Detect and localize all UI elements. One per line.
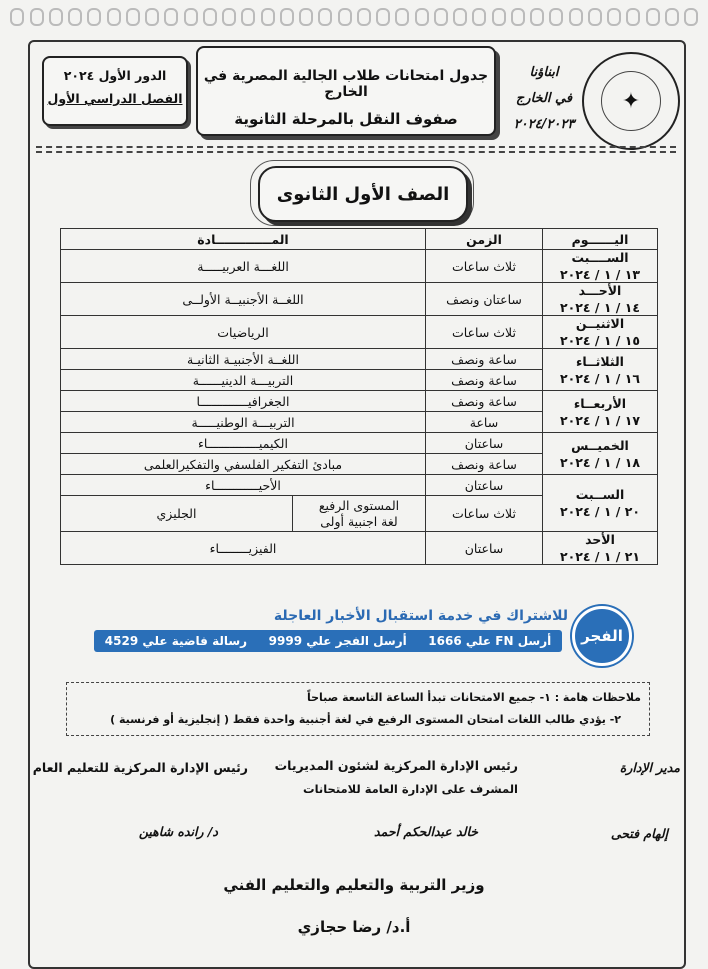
table-row: [61, 283, 658, 316]
table-row: [61, 316, 658, 349]
time-cell: ساعة: [426, 412, 543, 433]
abroad-line1: ابناؤنا: [529, 65, 559, 80]
binder-holes: [0, 0, 708, 34]
divider: [36, 146, 676, 148]
schedule-table: [60, 228, 658, 565]
title-line1: جدول امتحانات طلاب الجالية المصرية في الخارج: [203, 68, 489, 100]
day-cell: [543, 391, 658, 433]
day-name: الســــبت: [571, 250, 629, 265]
day-date: ١٧ / ١ / ٢٠٢٤: [560, 412, 640, 428]
director-title: مدير الإدارة: [619, 760, 680, 775]
day-date: ١٣ / ١ / ٢٠٢٤: [560, 267, 640, 282]
notes-box: [66, 682, 650, 736]
divider: [36, 151, 676, 153]
time-cell: ساعة ونصف: [426, 349, 543, 370]
time-cell: ساعتان: [426, 433, 543, 454]
minister-title: وزير التربية والتعليم والتعليم الفني: [223, 876, 485, 894]
table-row: [61, 349, 658, 370]
day-name: الثلاثــاء: [576, 353, 624, 369]
header-day: اليــــــوم: [543, 229, 658, 250]
regional-title: رئيس الإدارة المركزية لشئون المديريات: [274, 758, 518, 773]
note-line-1: ملاحظات هامة : ١- جميع الامتحانات تبدأ الساعة التاسعة صباحاً: [306, 691, 641, 704]
time-cell: ساعة ونصف: [426, 454, 543, 475]
table-row: [61, 475, 658, 496]
subject-cell: الفيزيــــــــاء: [61, 532, 426, 565]
sms-option-2: أرسل الفجر علي 9999: [268, 634, 407, 648]
day-name: الاثنيــن: [575, 316, 625, 331]
sms-option-1: أرسل FN علي 1666: [428, 634, 552, 648]
time-cell: ساعة ونصف: [426, 391, 543, 412]
subject-cell: الرياضيات: [61, 316, 426, 349]
table-row: [61, 433, 658, 454]
day-date: ٢٠ / ١ / ٢٠٢٤: [560, 504, 640, 519]
time-cell: ساعتان ونصف: [426, 283, 543, 316]
general-name: د/ رانده شاهين: [138, 824, 218, 839]
time-cell: ثلاث ساعات: [426, 316, 543, 349]
day-date: ١٥ / ١ / ٢٠٢٤: [560, 333, 640, 348]
level-cell: [293, 496, 426, 532]
day-date: ٢١ / ١ / ٢٠٢٤: [560, 549, 640, 564]
news-logo: الفجر: [572, 606, 632, 666]
news-subscription-banner[interactable]: [88, 600, 640, 660]
day-name: الأحد: [585, 532, 615, 547]
note-line-2: ٢- يؤدي طالب اللغات امتحان المستوى الرفيع في لغة أجنبية واحدة فقط ( إنجليزية أو فرنسية ): [110, 713, 621, 726]
general-title: رئيس الإدارة المركزية للتعليم العام: [32, 760, 248, 775]
subject-cell: التربيـــة الدينيــــــة: [61, 370, 426, 391]
day-name: الأحـــد: [578, 283, 622, 298]
time-cell: ساعة ونصف: [426, 370, 543, 391]
term-box: [42, 56, 188, 126]
level-line1: المستوى الرفيع: [318, 497, 400, 513]
day-cell: [543, 433, 658, 475]
day-date: ١٦ / ١ / ٢٠٢٤: [560, 370, 640, 386]
ministry-seal-icon: ✦: [582, 52, 680, 150]
table-row: [61, 391, 658, 412]
regional-subtitle: المشرف على الإدارة العامة للامتحانات: [303, 782, 518, 796]
subject-cell: اللغــة الأجنبيــة الأولــى: [61, 283, 426, 316]
header-time: الزمن: [426, 229, 543, 250]
subject-cell: التربيـــة الوطنيـــــة: [61, 412, 426, 433]
day-date: ١٨ / ١ / ٢٠٢٤: [560, 454, 640, 470]
day-cell: [543, 349, 658, 391]
subject-cell: الكيميــــــــــــــاء: [61, 433, 426, 454]
table-row: [61, 250, 658, 283]
sms-option-3: رسالة فاضية علي 4529: [104, 634, 248, 648]
subject-cell: اللغــة الأجنبيـة الثانيـة: [61, 349, 426, 370]
time-cell: ثلاث ساعات: [426, 250, 543, 283]
subject-cell: مبادئ التفكير الفلسفي والتفكيرالعلمى: [61, 454, 426, 475]
subject-cell: الجليزي: [61, 496, 293, 532]
day-cell: [543, 475, 658, 532]
regional-name: خالد عبدالحكم أحمد: [374, 824, 478, 839]
table-header: [61, 229, 658, 250]
grade-title: الصف الأول الثانوى: [258, 166, 468, 222]
subject-cell: الأحيــــــــــــاء: [61, 475, 426, 496]
header-subject: المـــــــــــــادة: [61, 229, 426, 250]
director-name: إلهام فتحى: [610, 826, 668, 841]
subject-cell: الجغرافيـــــــــــــا: [61, 391, 426, 412]
day-cell: [543, 283, 658, 316]
time-cell: ساعتان: [426, 532, 543, 565]
day-cell: [543, 532, 658, 565]
term-line1: الدور الأول ٢٠٢٤: [63, 68, 167, 83]
banner-headline: للاشتراك في خدمة استقبال الأخبار العاجلة: [273, 608, 568, 624]
level-line2: لغة اجنبية أولى: [320, 513, 398, 529]
subject-cell: اللغـــة العربيـــــة: [61, 250, 426, 283]
time-cell: ساعتان: [426, 475, 543, 496]
day-name: الســبت: [575, 487, 625, 502]
day-name: الأربعــاء: [573, 395, 627, 411]
day-cell: [543, 316, 658, 349]
term-line2: الفصل الدراسي الأول: [47, 91, 183, 106]
academic-year: ٢٠٢٤/٢٠٢٣: [513, 117, 575, 132]
sms-bar: [94, 630, 562, 652]
abroad-label: [508, 60, 580, 138]
day-date: ١٤ / ١ / ٢٠٢٤: [560, 300, 640, 315]
document-title: [196, 46, 496, 136]
minister-name: أ.د/ رضا حجازي: [297, 918, 411, 936]
time-cell: ثلاث ساعات: [426, 496, 543, 532]
title-line2: صفوف النقل بالمرحلة الثانوية: [234, 110, 458, 128]
day-cell: [543, 250, 658, 283]
abroad-line2: في الخارج: [515, 91, 573, 106]
table-row: [61, 532, 658, 565]
day-name: الخميــس: [571, 437, 629, 453]
